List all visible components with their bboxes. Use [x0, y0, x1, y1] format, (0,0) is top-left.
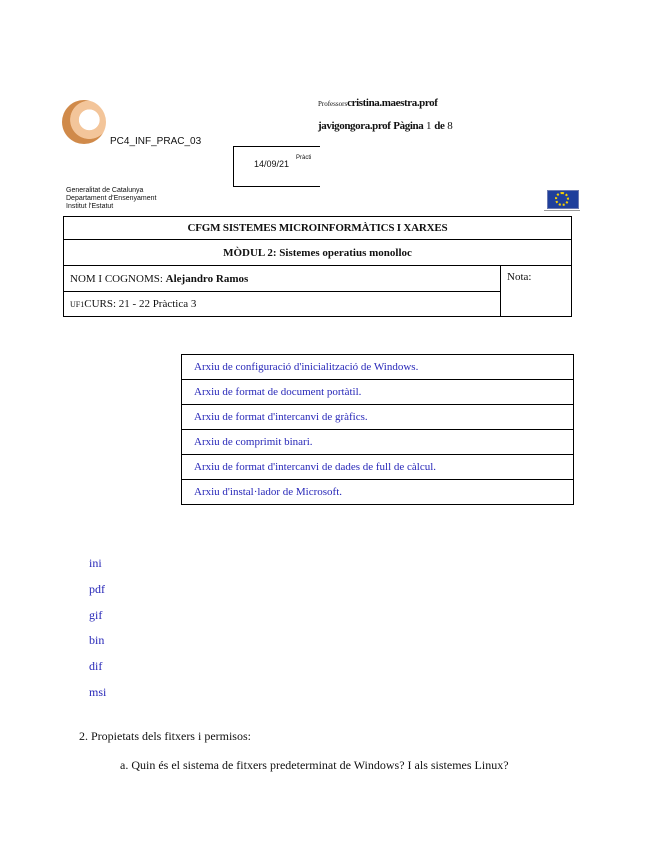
description-cell: Arxiu de configuració d'inicialització de Windows. — [182, 355, 574, 380]
extensions-list — [89, 551, 106, 706]
page-current: 1 — [426, 120, 432, 132]
institution-line-2: Departament d'Ensenyament — [66, 195, 157, 202]
curs-text: CURS: 21 - 22 Pràctica 3 — [84, 298, 197, 310]
institution-text — [66, 187, 156, 211]
module-title: MÒDUL 2: Sistemes operatius monolloc — [64, 240, 572, 266]
date: 14/09/21 — [254, 159, 290, 169]
document-code: PC4_INF_PRAC_03 — [110, 136, 202, 147]
student-name: Alejandro Ramos — [165, 272, 249, 285]
description-cell: Arxiu de format d'intercanvi de gràfics. — [182, 405, 574, 430]
description-cell: Arxiu de format de document portàtil. — [182, 380, 574, 405]
extension-item: dif — [89, 659, 103, 674]
professors-block — [318, 92, 453, 137]
professor-2: javigongora.prof — [318, 120, 391, 132]
eu-flag-icon — [547, 190, 579, 209]
professors-label: Professors — [318, 100, 348, 108]
extension-item: bin — [89, 633, 105, 648]
grade-label: Nota: — [507, 271, 532, 283]
description-cell: Arxiu d'instal·lador de Microsoft. — [182, 480, 574, 505]
eu-flag-caption — [544, 210, 580, 211]
question-2: 2. Propietats dels fitxers i permisos: — [79, 729, 251, 743]
file-descriptions-table — [181, 354, 574, 505]
institution-line-3: Institut l'Estatut — [66, 203, 114, 210]
date-box — [233, 146, 320, 187]
uf-label: UF1 — [70, 300, 85, 309]
question-2a: a. Quin és el sistema de fitxers predeterminat de Windows? I als sistemes Linux? — [120, 758, 509, 772]
student-name-cell — [64, 266, 501, 292]
course-header-table — [63, 216, 572, 317]
name-label: NOM I COGNOMS: — [70, 272, 163, 285]
page-label: Pàgina — [393, 120, 424, 132]
grade-cell — [501, 266, 572, 317]
extension-item: msi — [89, 684, 107, 699]
institution-line-1: Generalitat de Catalunya — [66, 187, 144, 194]
description-cell: Arxiu de comprimit binari. — [182, 430, 574, 455]
institution-logo — [62, 100, 106, 144]
page-total: 8 — [447, 120, 453, 132]
date-suffix: Pràcti — [296, 155, 312, 161]
extension-item: ini — [89, 556, 102, 570]
description-cell: Arxiu de format d'intercanvi de dades de full de càlcul. — [182, 455, 574, 480]
professor-1: cristina.maestra.prof — [347, 97, 438, 109]
extension-item: pdf — [89, 581, 105, 596]
extension-item: gif — [89, 607, 103, 622]
course-title: CFGM SISTEMES MICROINFORMÀTICS I XARXES — [64, 217, 572, 240]
course-year-cell — [64, 292, 501, 317]
page-of: de — [434, 120, 445, 132]
